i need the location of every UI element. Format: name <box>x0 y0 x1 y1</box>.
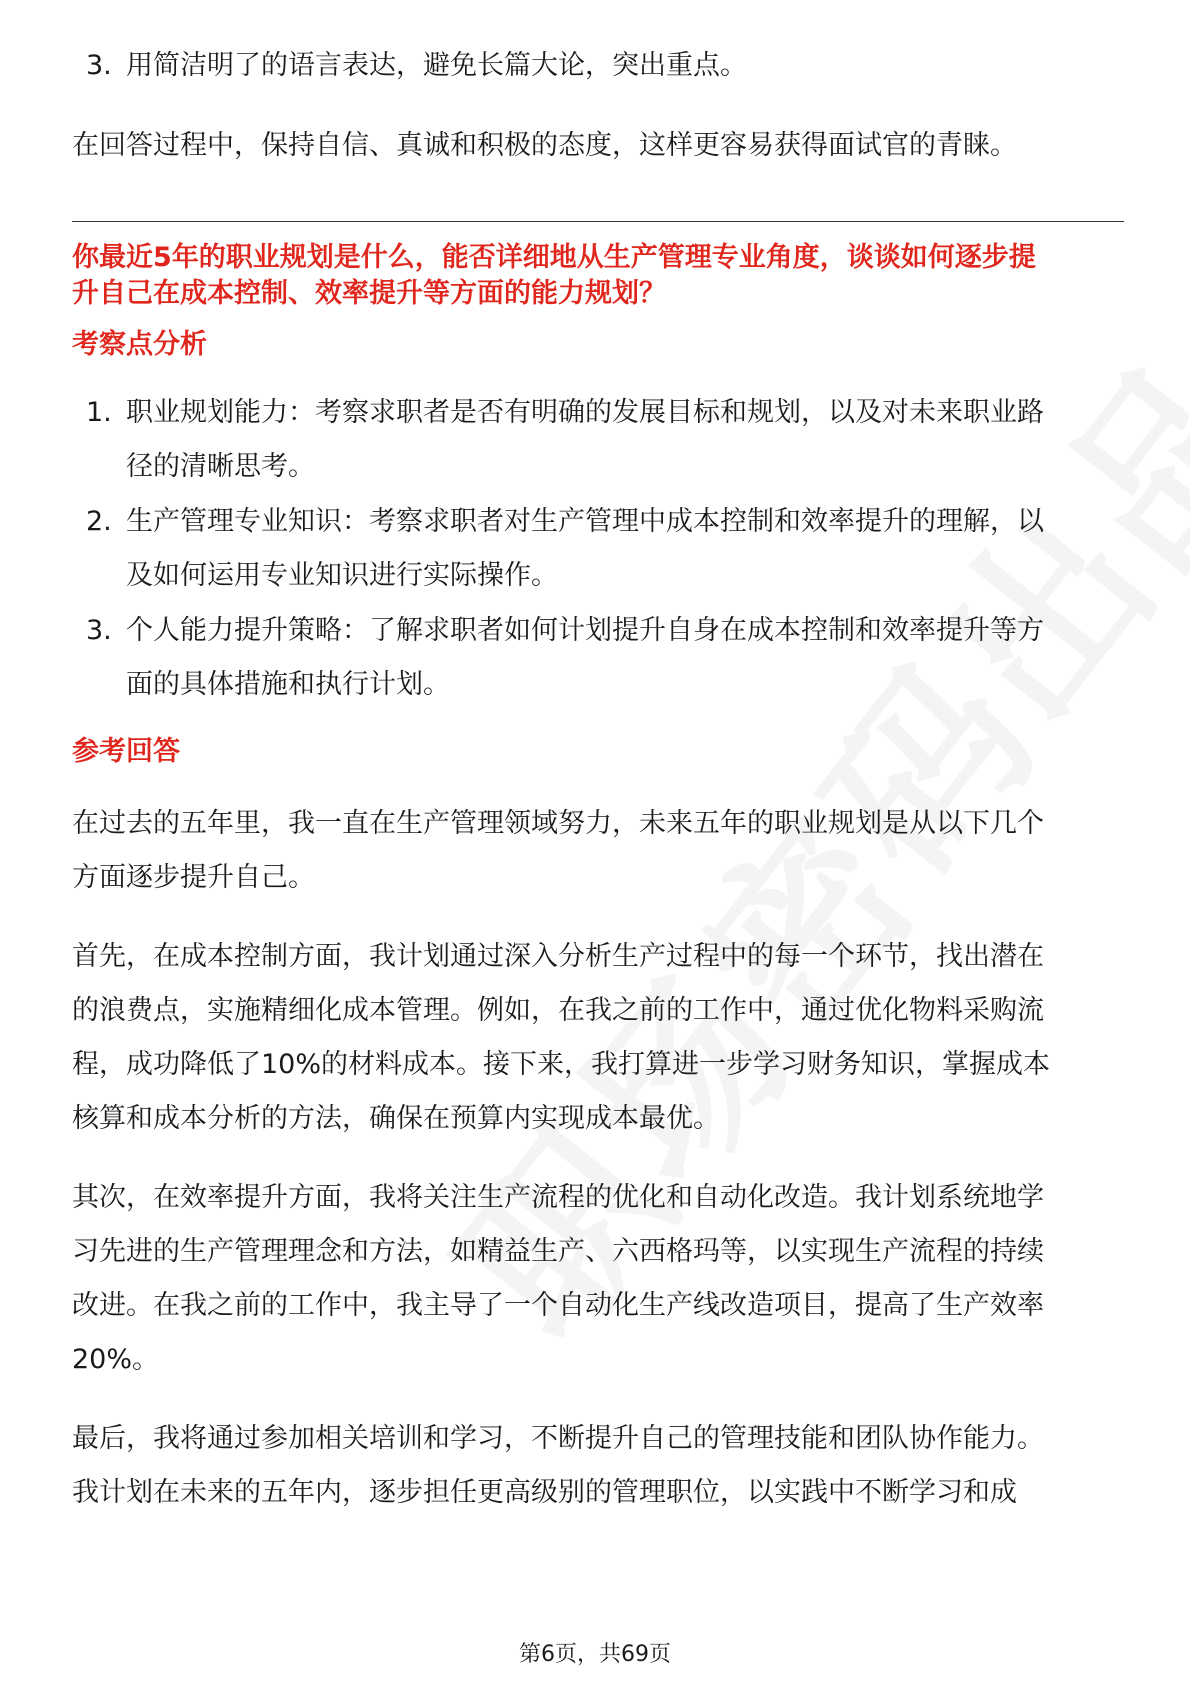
list-text-line: 及如何运用专业知识进行实际操作。 <box>126 560 558 591</box>
answer-paragraph-line: 首先，在成本控制方面，我计划通过深入分析生产过程中的每一个环节，找出潜在 <box>72 941 1044 972</box>
answer-paragraph-line: 在过去的五年里，我一直在生产管理领域努力，未来五年的职业规划是从以下几个 <box>72 808 1044 839</box>
closing-paragraph: 在回答过程中，保持自信、真诚和积极的态度，这样更容易获得面试官的青睐。 <box>72 130 1017 161</box>
answer-title: 参考回答 <box>72 736 180 767</box>
list-number: 3. <box>86 50 112 81</box>
question-line-1: 你最近5年的职业规划是什么，能否详细地从生产管理专业角度，谈谈如何逐步提 <box>72 242 1036 273</box>
list-text-line: 面的具体措施和执行计划。 <box>126 669 450 700</box>
answer-paragraph-line: 方面逐步提升自己。 <box>72 862 315 893</box>
answer-paragraph-line: 的浪费点，实施精细化成本管理。例如，在我之前的工作中，通过优化物料采购流 <box>72 995 1044 1026</box>
list-text-line: 个人能力提升策略：了解求职者如何计划提升自身在成本控制和效率提升等方 <box>126 615 1044 646</box>
answer-paragraph-line: 其次，在效率提升方面，我将关注生产流程的优化和自动化改造。我计划系统地学 <box>72 1182 1044 1213</box>
answer-paragraph-line: 程，成功降低了10%的材料成本。接下来，我打算进一步学习财务知识，掌握成本 <box>72 1049 1051 1080</box>
list-text-line: 生产管理专业知识：考察求职者对生产管理中成本控制和效率提升的理解，以 <box>126 506 1044 537</box>
answer-paragraph-line: 最后，我将通过参加相关培训和学习，不断提升自己的管理技能和团队协作能力。 <box>72 1423 1044 1454</box>
list-number: 2. <box>86 506 112 537</box>
answer-paragraph-line: 习先进的生产管理理念和方法，如精益生产、六西格玛等，以实现生产流程的持续 <box>72 1236 1044 1267</box>
section-divider <box>72 221 1124 222</box>
list-number: 1. <box>86 397 112 428</box>
answer-paragraph-line: 20%。 <box>72 1344 160 1375</box>
answer-paragraph-line: 改进。在我之前的工作中，我主导了一个自动化生产线改造项目，提高了生产效率 <box>72 1290 1044 1321</box>
analysis-title: 考察点分析 <box>72 329 207 360</box>
answer-paragraph-line: 我计划在未来的五年内，逐步担任更高级别的管理职位，以实践中不断学习和成 <box>72 1477 1017 1508</box>
list-number: 3. <box>86 615 112 646</box>
page-footer: 第6页，共69页 <box>519 1642 671 1667</box>
answer-paragraph-line: 核算和成本分析的方法，确保在预算内实现成本最优。 <box>72 1103 720 1134</box>
list-text-line: 职业规划能力：考察求职者是否有明确的发展目标和规划，以及对未来职业路 <box>126 397 1044 428</box>
list-text-line: 径的清晰思考。 <box>126 451 315 482</box>
list-text: 用简洁明了的语言表达，避免长篇大论，突出重点。 <box>126 50 747 81</box>
question-line-2: 升自己在成本控制、效率提升等方面的能力规划？ <box>72 278 666 309</box>
